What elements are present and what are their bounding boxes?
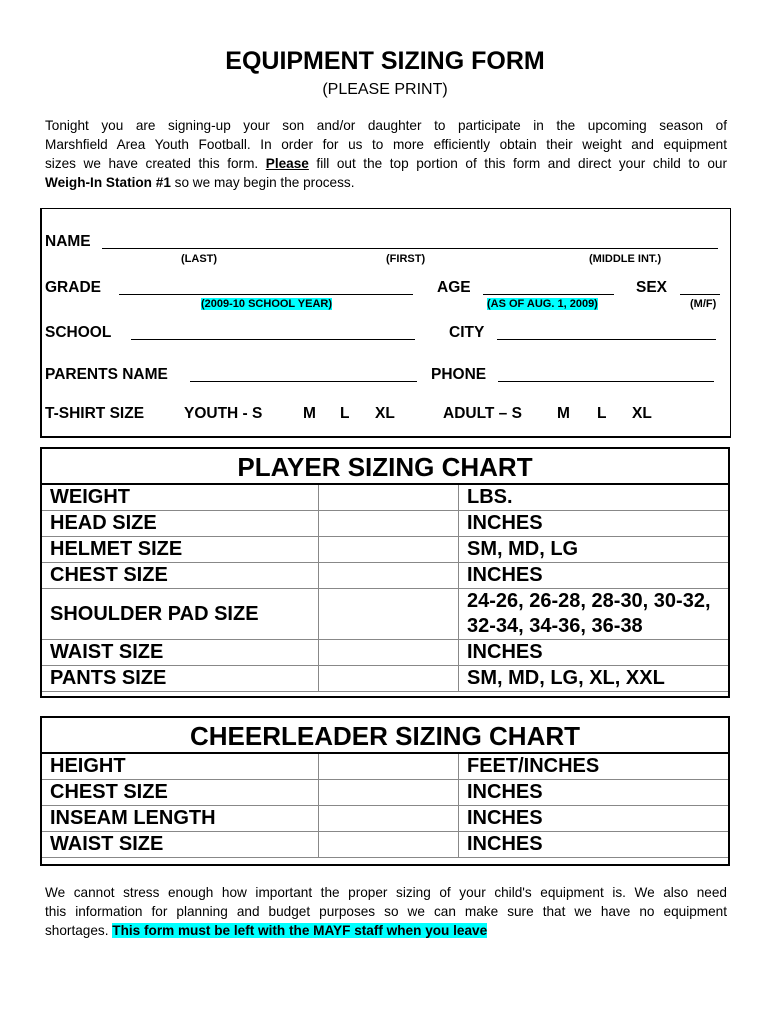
player-chart-table bbox=[42, 483, 728, 692]
youth-small-option[interactable]: YOUTH - S bbox=[184, 405, 263, 422]
closing-line-2: this information for planning and budget purposes so we can make sure that we have no equipment bbox=[45, 904, 727, 919]
row-label: CHEST SIZE bbox=[42, 780, 319, 806]
row-label: SHOULDER PAD SIZE bbox=[42, 589, 319, 640]
middle-label: (MIDDLE INT.) bbox=[589, 253, 662, 265]
shoulder-pad-range-2: 32-34, 34-36, 36-38 bbox=[467, 615, 643, 637]
player-chart-title: PLAYER SIZING CHART bbox=[237, 452, 533, 482]
table-row bbox=[42, 511, 728, 537]
intro-line-3-post: fill out the top portion of this form and direct your child to our bbox=[308, 156, 727, 171]
row-unit: INCHES bbox=[459, 806, 729, 832]
player-sizing-chart bbox=[40, 447, 730, 698]
closing-line-1: We cannot stress enough how important the proper sizing of your child's equipment is. We also need bbox=[45, 885, 727, 900]
age-label: AGE bbox=[437, 279, 471, 296]
cheer-chart-table bbox=[42, 752, 728, 858]
closing-line-3-pre: shortages. bbox=[45, 923, 113, 938]
table-row bbox=[42, 666, 728, 692]
row-label: PANTS SIZE bbox=[42, 666, 319, 692]
shoulder-pad-range-1: 24-26, 26-28, 28-30, 30-32, bbox=[467, 590, 711, 612]
age-note: (AS OF AUG. 1, 2009) bbox=[487, 298, 598, 310]
row-unit: FEET/INCHES bbox=[459, 753, 729, 780]
youth-xl-option[interactable]: XL bbox=[375, 405, 395, 422]
row-unit: INCHES bbox=[459, 780, 729, 806]
adult-small-option[interactable]: ADULT – S bbox=[443, 405, 522, 422]
intro-line-4 bbox=[45, 173, 727, 192]
value-cell[interactable] bbox=[319, 806, 459, 832]
phone-label: PHONE bbox=[431, 366, 487, 383]
row-label: HEIGHT bbox=[42, 753, 319, 780]
grade-input[interactable] bbox=[119, 280, 413, 295]
school-year-note: (2009-10 SCHOOL YEAR) bbox=[201, 298, 333, 310]
row-unit: INCHES bbox=[459, 832, 729, 858]
table-row bbox=[42, 640, 728, 666]
cheerleader-sizing-chart bbox=[40, 716, 730, 866]
adult-medium-option[interactable]: M bbox=[557, 405, 570, 422]
parents-label: PARENTS NAME bbox=[45, 366, 168, 383]
last-label: (LAST) bbox=[181, 253, 218, 265]
row-unit: SM, MD, LG, XL, XXL bbox=[459, 666, 729, 692]
form-title: EQUIPMENT SIZING FORM bbox=[225, 47, 545, 75]
value-cell[interactable] bbox=[319, 640, 459, 666]
please-emphasis: Please bbox=[265, 156, 309, 171]
sex-input[interactable] bbox=[680, 280, 720, 295]
table-row bbox=[42, 563, 728, 589]
school-label: SCHOOL bbox=[45, 324, 112, 341]
grade-label: GRADE bbox=[45, 279, 101, 296]
table-row bbox=[42, 589, 728, 640]
city-input[interactable] bbox=[497, 325, 716, 340]
table-row bbox=[42, 537, 728, 563]
sex-label: SEX bbox=[636, 279, 668, 296]
intro-line-4-post: so we may begin the process. bbox=[170, 175, 355, 190]
row-unit: INCHES bbox=[459, 640, 729, 666]
row-label: INSEAM LENGTH bbox=[42, 806, 319, 832]
form-subtitle: (PLEASE PRINT) bbox=[322, 81, 448, 98]
table-row bbox=[42, 806, 728, 832]
table-row bbox=[42, 780, 728, 806]
table-row bbox=[42, 832, 728, 858]
row-unit: INCHES bbox=[459, 563, 729, 589]
intro-line-1: Tonight you are signing-up your son and/or daughter to participate in the upcoming season of bbox=[45, 118, 727, 133]
leave-form-notice: This form must be left with the MAYF staff when you leave bbox=[112, 923, 488, 938]
value-cell[interactable] bbox=[319, 753, 459, 780]
youth-large-option[interactable]: L bbox=[340, 405, 350, 422]
value-cell[interactable] bbox=[319, 666, 459, 692]
value-cell[interactable] bbox=[319, 511, 459, 537]
school-input[interactable] bbox=[131, 325, 415, 340]
parents-input[interactable] bbox=[190, 367, 417, 382]
city-label: CITY bbox=[449, 324, 485, 341]
adult-large-option[interactable]: L bbox=[597, 405, 607, 422]
table-row bbox=[42, 753, 728, 780]
row-unit bbox=[459, 589, 729, 640]
row-label: WAIST SIZE bbox=[42, 832, 319, 858]
value-cell[interactable] bbox=[319, 832, 459, 858]
row-label: HELMET SIZE bbox=[42, 537, 319, 563]
value-cell[interactable] bbox=[319, 589, 459, 640]
name-label: NAME bbox=[45, 233, 91, 250]
row-label: WEIGHT bbox=[42, 484, 319, 511]
sex-note: (M/F) bbox=[690, 298, 717, 310]
value-cell[interactable] bbox=[319, 484, 459, 511]
value-cell[interactable] bbox=[319, 780, 459, 806]
weigh-in-station: Weigh-In Station #1 bbox=[45, 175, 171, 190]
row-label: HEAD SIZE bbox=[42, 511, 319, 537]
row-unit: INCHES bbox=[459, 511, 729, 537]
intro-line-2: Marshfield Area Youth Football. In order for us to more efficiently obtain their weight and equipment bbox=[45, 137, 727, 152]
row-unit: LBS. bbox=[459, 484, 729, 511]
phone-input[interactable] bbox=[498, 367, 714, 382]
row-label: CHEST SIZE bbox=[42, 563, 319, 589]
intro-line-3 bbox=[45, 154, 727, 173]
name-input[interactable] bbox=[102, 234, 718, 249]
closing-line-3 bbox=[45, 921, 727, 940]
age-input[interactable] bbox=[483, 280, 614, 295]
closing-paragraph bbox=[45, 883, 727, 940]
tshirt-label: T-SHIRT SIZE bbox=[45, 405, 145, 422]
value-cell[interactable] bbox=[319, 563, 459, 589]
youth-medium-option[interactable]: M bbox=[303, 405, 316, 422]
row-unit: SM, MD, LG bbox=[459, 537, 729, 563]
cheer-chart-title: CHEERLEADER SIZING CHART bbox=[189, 721, 580, 751]
row-label: WAIST SIZE bbox=[42, 640, 319, 666]
table-row bbox=[42, 484, 728, 511]
intro-line-3-pre: sizes we have created this form. bbox=[45, 156, 266, 171]
intro-paragraph bbox=[45, 116, 727, 192]
adult-xl-option[interactable]: XL bbox=[632, 405, 652, 422]
value-cell[interactable] bbox=[319, 537, 459, 563]
first-label: (FIRST) bbox=[386, 253, 426, 265]
